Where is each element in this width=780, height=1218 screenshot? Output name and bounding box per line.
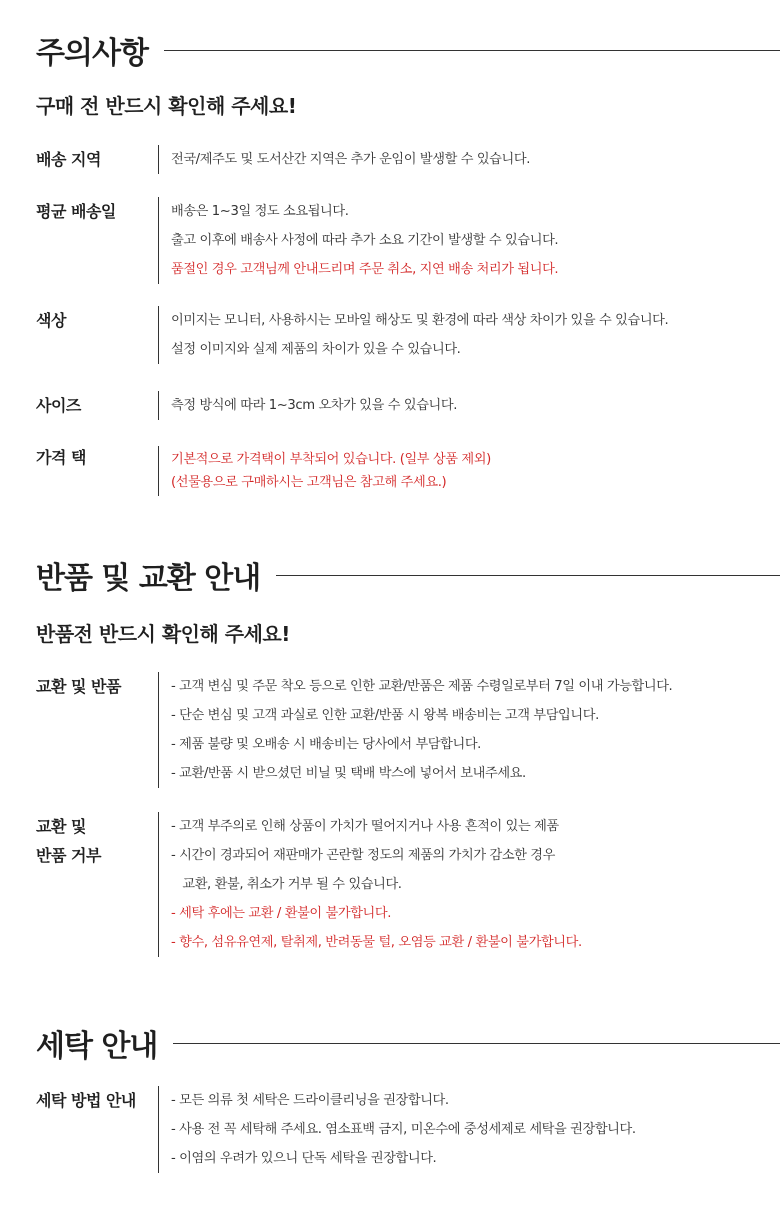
row-line: - 이염의 우려가 있으니 단독 세탁을 권장합니다. bbox=[171, 1151, 437, 1166]
row-line-warning: - 세탁 후에는 교환 / 환불이 불가합니다. bbox=[171, 906, 392, 921]
row-line: 이미지는 모니터, 사용하시는 모바일 해상도 및 환경에 따라 색상 차이가 있을 수 있습니다. bbox=[171, 313, 669, 328]
row-label bbox=[36, 812, 158, 957]
row-line: - 교환/반품 시 받으셨던 비닐 및 택배 박스에 넣어서 보내주세요. bbox=[171, 766, 526, 781]
row-line: - 사용 전 꼭 세탁해 주세요. 염소표백 금지, 미온수에 중성세제로 세탁을 권장합니다. bbox=[171, 1122, 636, 1137]
caution-row-shipping-area bbox=[36, 145, 770, 174]
row-content bbox=[158, 1086, 770, 1173]
returns-subtitle: 반품전 반드시 확인해 주세요! bbox=[36, 622, 290, 646]
caution-divider bbox=[164, 50, 780, 51]
caution-section-header bbox=[36, 28, 780, 72]
row-label: 배송 지역 bbox=[36, 150, 101, 169]
row-label: 세탁 방법 안내 bbox=[36, 1091, 136, 1110]
caution-row-size bbox=[36, 391, 770, 420]
row-label: 교환 및 반품 bbox=[36, 677, 121, 696]
row-line: 배송은 1~3일 정도 소요됩니다. bbox=[171, 204, 349, 219]
row-line-warning: (선물용으로 구매하시는 고객님은 참고해 주세요.) bbox=[171, 475, 447, 490]
row-label-line: 교환 및 bbox=[36, 817, 86, 836]
row-content bbox=[158, 306, 770, 364]
row-line: 전국/제주도 및 도서산간 지역은 추가 운임이 발생할 수 있습니다. bbox=[171, 152, 530, 167]
row-content bbox=[158, 391, 770, 420]
row-label: 사이즈 bbox=[36, 396, 81, 415]
returns-section-header bbox=[36, 553, 780, 597]
row-line: 교환, 환불, 취소가 거부 될 수 있습니다. bbox=[171, 877, 402, 892]
row-content bbox=[158, 446, 770, 496]
returns-title: 반품 및 교환 안내 bbox=[36, 561, 261, 596]
row-line: - 모든 의류 첫 세탁은 드라이클리닝을 권장합니다. bbox=[171, 1093, 449, 1108]
caution-row-delivery-time bbox=[36, 197, 770, 284]
returns-row-refusal bbox=[36, 812, 770, 957]
returns-row-exchange bbox=[36, 672, 770, 788]
caution-row-color bbox=[36, 306, 770, 364]
row-content bbox=[158, 145, 770, 174]
row-content bbox=[158, 812, 770, 957]
row-line: - 제품 불량 및 오배송 시 배송비는 당사에서 부담합니다. bbox=[171, 737, 481, 752]
caution-title: 주의사항 bbox=[36, 36, 148, 71]
row-line: - 고객 변심 및 주문 착오 등으로 인한 교환/반품은 제품 수령일로부터 7일 이내 가능합니다. bbox=[171, 679, 673, 694]
row-content bbox=[158, 672, 770, 788]
row-label: 평균 배송일 bbox=[36, 202, 116, 221]
row-label: 가격 택 bbox=[36, 448, 86, 467]
row-line-warning: - 향수, 섬유유연제, 탈취제, 반려동물 털, 오염등 교환 / 환불이 불가합니다. bbox=[171, 935, 582, 950]
laundry-section-header bbox=[36, 1021, 780, 1065]
row-label: 색상 bbox=[36, 311, 66, 330]
caution-row-price-tag bbox=[36, 446, 770, 496]
row-line: - 시간이 경과되어 재판매가 곤란할 정도의 제품의 가치가 감소한 경우 bbox=[171, 848, 555, 863]
row-line: - 단순 변심 및 고객 과실로 인한 교환/반품 시 왕복 배송비는 고객 부담입니다. bbox=[171, 708, 599, 723]
returns-divider bbox=[276, 575, 780, 576]
row-line: 출고 이후에 배송사 사정에 따라 추가 소요 기간이 발생할 수 있습니다. bbox=[171, 233, 559, 248]
row-line-warning: 품절인 경우 고객님께 안내드리며 주문 취소, 지연 배송 처리가 됩니다. bbox=[171, 262, 559, 277]
laundry-title: 세탁 안내 bbox=[36, 1029, 158, 1064]
row-line: 설정 이미지와 실제 제품의 차이가 있을 수 있습니다. bbox=[171, 342, 461, 357]
row-content bbox=[158, 197, 770, 284]
row-label-line: 반품 거부 bbox=[36, 846, 101, 865]
laundry-divider bbox=[173, 1043, 780, 1044]
row-line: 측정 방식에 따라 1~3cm 오차가 있을 수 있습니다. bbox=[171, 398, 458, 413]
laundry-row-method bbox=[36, 1086, 770, 1173]
caution-subtitle: 구매 전 반드시 확인해 주세요! bbox=[36, 94, 297, 118]
row-line-warning: 기본적으로 가격택이 부착되어 있습니다. (일부 상품 제외) bbox=[171, 452, 491, 467]
row-line: - 고객 부주의로 인해 상품이 가치가 떨어지거나 사용 흔적이 있는 제품 bbox=[171, 819, 559, 834]
